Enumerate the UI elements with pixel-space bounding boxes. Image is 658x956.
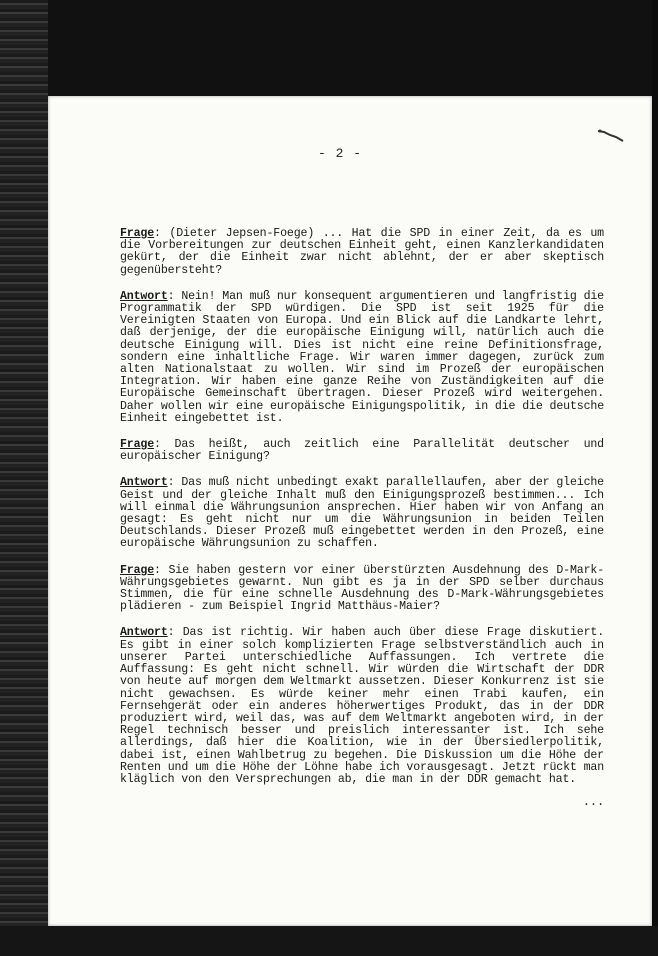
- speaker-label: Antwort: [120, 289, 168, 303]
- speaker-label: Antwort: [120, 626, 168, 640]
- paragraph-text: : Das ist richtig. Wir haben auch über diese Frage diskutiert. Es gibt in einer solch komplizierten Frage selbstverständlich auch in unserer Partei unterschiedliche Auffassungen. Ich vertrete die Auffassung: Es geht nicht schnell. Wir würden die Wirtschaft der DDR von heute auf morgen dem Weltmarkt aussetzen. Dieser Konkurrenz ist sie nicht gewachsen. Es würde keiner mehr einen Trabi kaufen, ein Fernsehgerät oder ein anderes höherwertiges Produkt, das in der DDR produziert wird, weil das, was auf dem Weltmarkt angeboten wird, in der Regel technisch besser und preislich interessanter ist. Ich sehe allerdings, daß hier die Koalition, wie in der Übersiedlerpolitik, dabei ist, einen Wahlbetrug zu begehen. Die Diskussion um die Höhe der Renten und um die Höhe der Löhne habe ich vorausgesagt. Jetzt rückt man kläglich von den Versprechungen ab, die man in der DDR gemacht hat.: [120, 626, 604, 786]
- paragraph-text: : Das muß nicht unbedingt exakt parallellaufen, aber der gleiche Geist und der gleiche Inhalt muß den Einigungsprozeß bestimmen... Ich will einmal die Währungsunion ansprechen. Hier haben wir von Anfang an gesagt: Es geht nicht nur um die Währungsunion in beiden Teilen Deutschlands. Dieser Prozeß muß eingebettet werden in den Prozeß, eine europäische Währungsunion zu schaffen.: [120, 476, 604, 551]
- speaker-label: Frage: [120, 563, 155, 577]
- paragraph-text: : Nein! Man muß nur konsequent argumentieren und langfristig die Programmatik der SPD würdigen. Die SPD ist seit 1925 für die Vereinigten Staaten von Europa. Und ein Blick auf die Landkarte lehrt, daß derjenige, der die europäische Einigung will, natürlich auch die deutsche Einigung will. Dies ist nicht eine reine Definitionsfrage, sondern eine inhaltliche Frage. Wir waren immer dagegen, zurück zum alten Nationalstaat zu wollen. Wir sind im Prozeß der europäischen Integration. Wir haben eine ganze Reihe von Zuständigkeiten auf die Europäische Gemeinschaft übertragen. Dieser Prozeß wird weitergehen. Daher wollen wir eine europäische Einigungspolitik, in die die deutsche Einheit eingebettet ist.: [120, 289, 604, 425]
- paragraph-answer-3: [120, 627, 604, 786]
- scan-right-border: [652, 0, 658, 956]
- paragraph-question-1: [120, 228, 604, 277]
- paragraph-answer-1: [120, 291, 604, 425]
- paragraph-text: : Sie haben gestern vor einer überstürzten Ausdehnung des D-Mark-Währungsgebietes gewarnt. Nun gibt es ja in der SPD selber durchaus Stimmen, die für eine schnelle Ausdehnung des D-Mark-Währungsgebietes plädieren - zum Beispiel Ingrid Matthäus-Maier?: [120, 563, 604, 614]
- scan-smudge-icon: [596, 128, 626, 142]
- speaker-label: Antwort: [120, 476, 168, 490]
- page-number: - 2 -: [318, 146, 363, 161]
- paragraph-text: : (Dieter Jepsen-Foege) ... Hat die SPD in einer Zeit, da es um die Vorbereitungen zur deutschen Einheit geht, einen Kanzlerkandidaten gekürt, der die Einheit zwar nicht ablehnt, der er aber skeptisch gegenübersteht?: [120, 227, 604, 277]
- speaker-label: Frage: [120, 438, 155, 452]
- continuation-marker: ...: [582, 795, 604, 810]
- paragraph-question-3: [120, 565, 604, 614]
- scan-bottom-border: [0, 926, 658, 956]
- scan-top-border: [0, 0, 658, 96]
- paragraph-question-2: [120, 439, 604, 463]
- paragraph-answer-2: [120, 477, 604, 550]
- paragraph-text: : Das heißt, auch zeitlich eine Parallelität deutscher und europäischer Einigung?: [120, 438, 604, 464]
- scan-left-border: [0, 0, 48, 956]
- speaker-label: Frage: [120, 227, 155, 240]
- interview-text: [120, 228, 604, 808]
